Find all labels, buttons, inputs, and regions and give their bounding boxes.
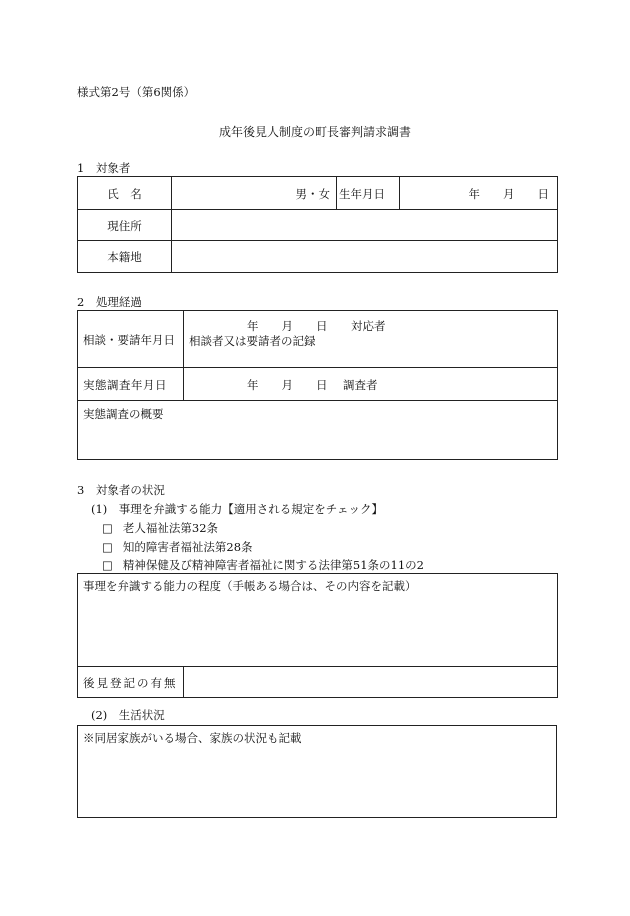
consult-date: 年 月 日 [247,319,328,333]
check-item[interactable] [102,557,424,573]
check-label: 精神保健及び精神障害者福祉に関する法律第51条の11の2 [122,558,424,572]
registry-label-cell [78,241,172,273]
survey-date-label: 実態調査年月日 [83,378,167,392]
living-note: ※同居家族がいる場合、家族の状況も記載 [83,731,302,745]
check-label: 知的障害者福祉法第28条 [122,540,253,554]
capacity-table [77,573,558,698]
birthdate-date: 年 月 日 [468,187,549,201]
name-value-cell[interactable] [172,177,337,210]
gender-selector[interactable]: 男・女 [295,187,330,201]
capacity-cell[interactable] [78,574,558,667]
section3-heading: 3 対象者の状況 [77,483,165,497]
survey-date-label-cell [78,368,184,401]
guardian-reg-label: 後見登記の有無 [83,676,178,690]
handler-label: 対応者 [351,319,386,333]
checkbox[interactable]: □ [102,540,113,554]
consult-record-label: 相談者又は要請者の記録 [189,334,316,348]
process-table [77,310,558,460]
checkbox[interactable]: □ [102,521,113,535]
living-table [77,725,557,818]
form-number: 様式第2号（第6関係） [77,85,196,99]
investigator-label: 調査者 [343,378,378,392]
consult-label-cell [78,311,184,368]
section2-heading: 2 処理経過 [77,295,142,309]
check-item[interactable] [102,520,218,536]
guardian-reg-value-cell[interactable] [184,667,558,698]
section3-sub1: (1) 事理を弁識する能力【適用される規定をチェック】 [91,502,383,516]
survey-summary-label: 実態調査の概要 [83,407,164,421]
section1-heading: 1 対象者 [77,161,131,175]
check-label: 老人福祉法第32条 [122,521,219,535]
page-title: 成年後見人制度の町長審判請求調書 [218,125,411,139]
address-value-cell[interactable] [172,210,558,241]
consult-label: 相談・要請年月日 [83,333,175,347]
checkbox[interactable]: □ [102,558,113,572]
birthdate-label: 生年月日 [339,187,385,201]
survey-summary-cell[interactable] [78,401,558,460]
consult-value-cell[interactable] [184,311,558,368]
survey-date: 年 月 日 [247,378,328,392]
address-label: 現住所 [107,219,142,233]
registry-label: 本籍地 [107,250,142,264]
living-cell[interactable] [78,726,557,818]
survey-date-value-cell[interactable] [184,368,558,401]
birthdate-value-cell[interactable] [400,177,558,210]
check-item[interactable] [102,539,253,555]
section3-sub2: (2) 生活状況 [91,708,165,722]
registry-value-cell[interactable] [172,241,558,273]
subject-table [77,176,558,273]
guardian-reg-label-cell [78,667,184,698]
address-label-cell [78,210,172,241]
name-label-cell [78,177,172,210]
name-label: 氏 名 [107,187,142,201]
capacity-label: 事理を弁識する能力の程度（手帳ある場合は、その内容を記載） [83,579,417,593]
birthdate-label-cell [337,177,400,210]
